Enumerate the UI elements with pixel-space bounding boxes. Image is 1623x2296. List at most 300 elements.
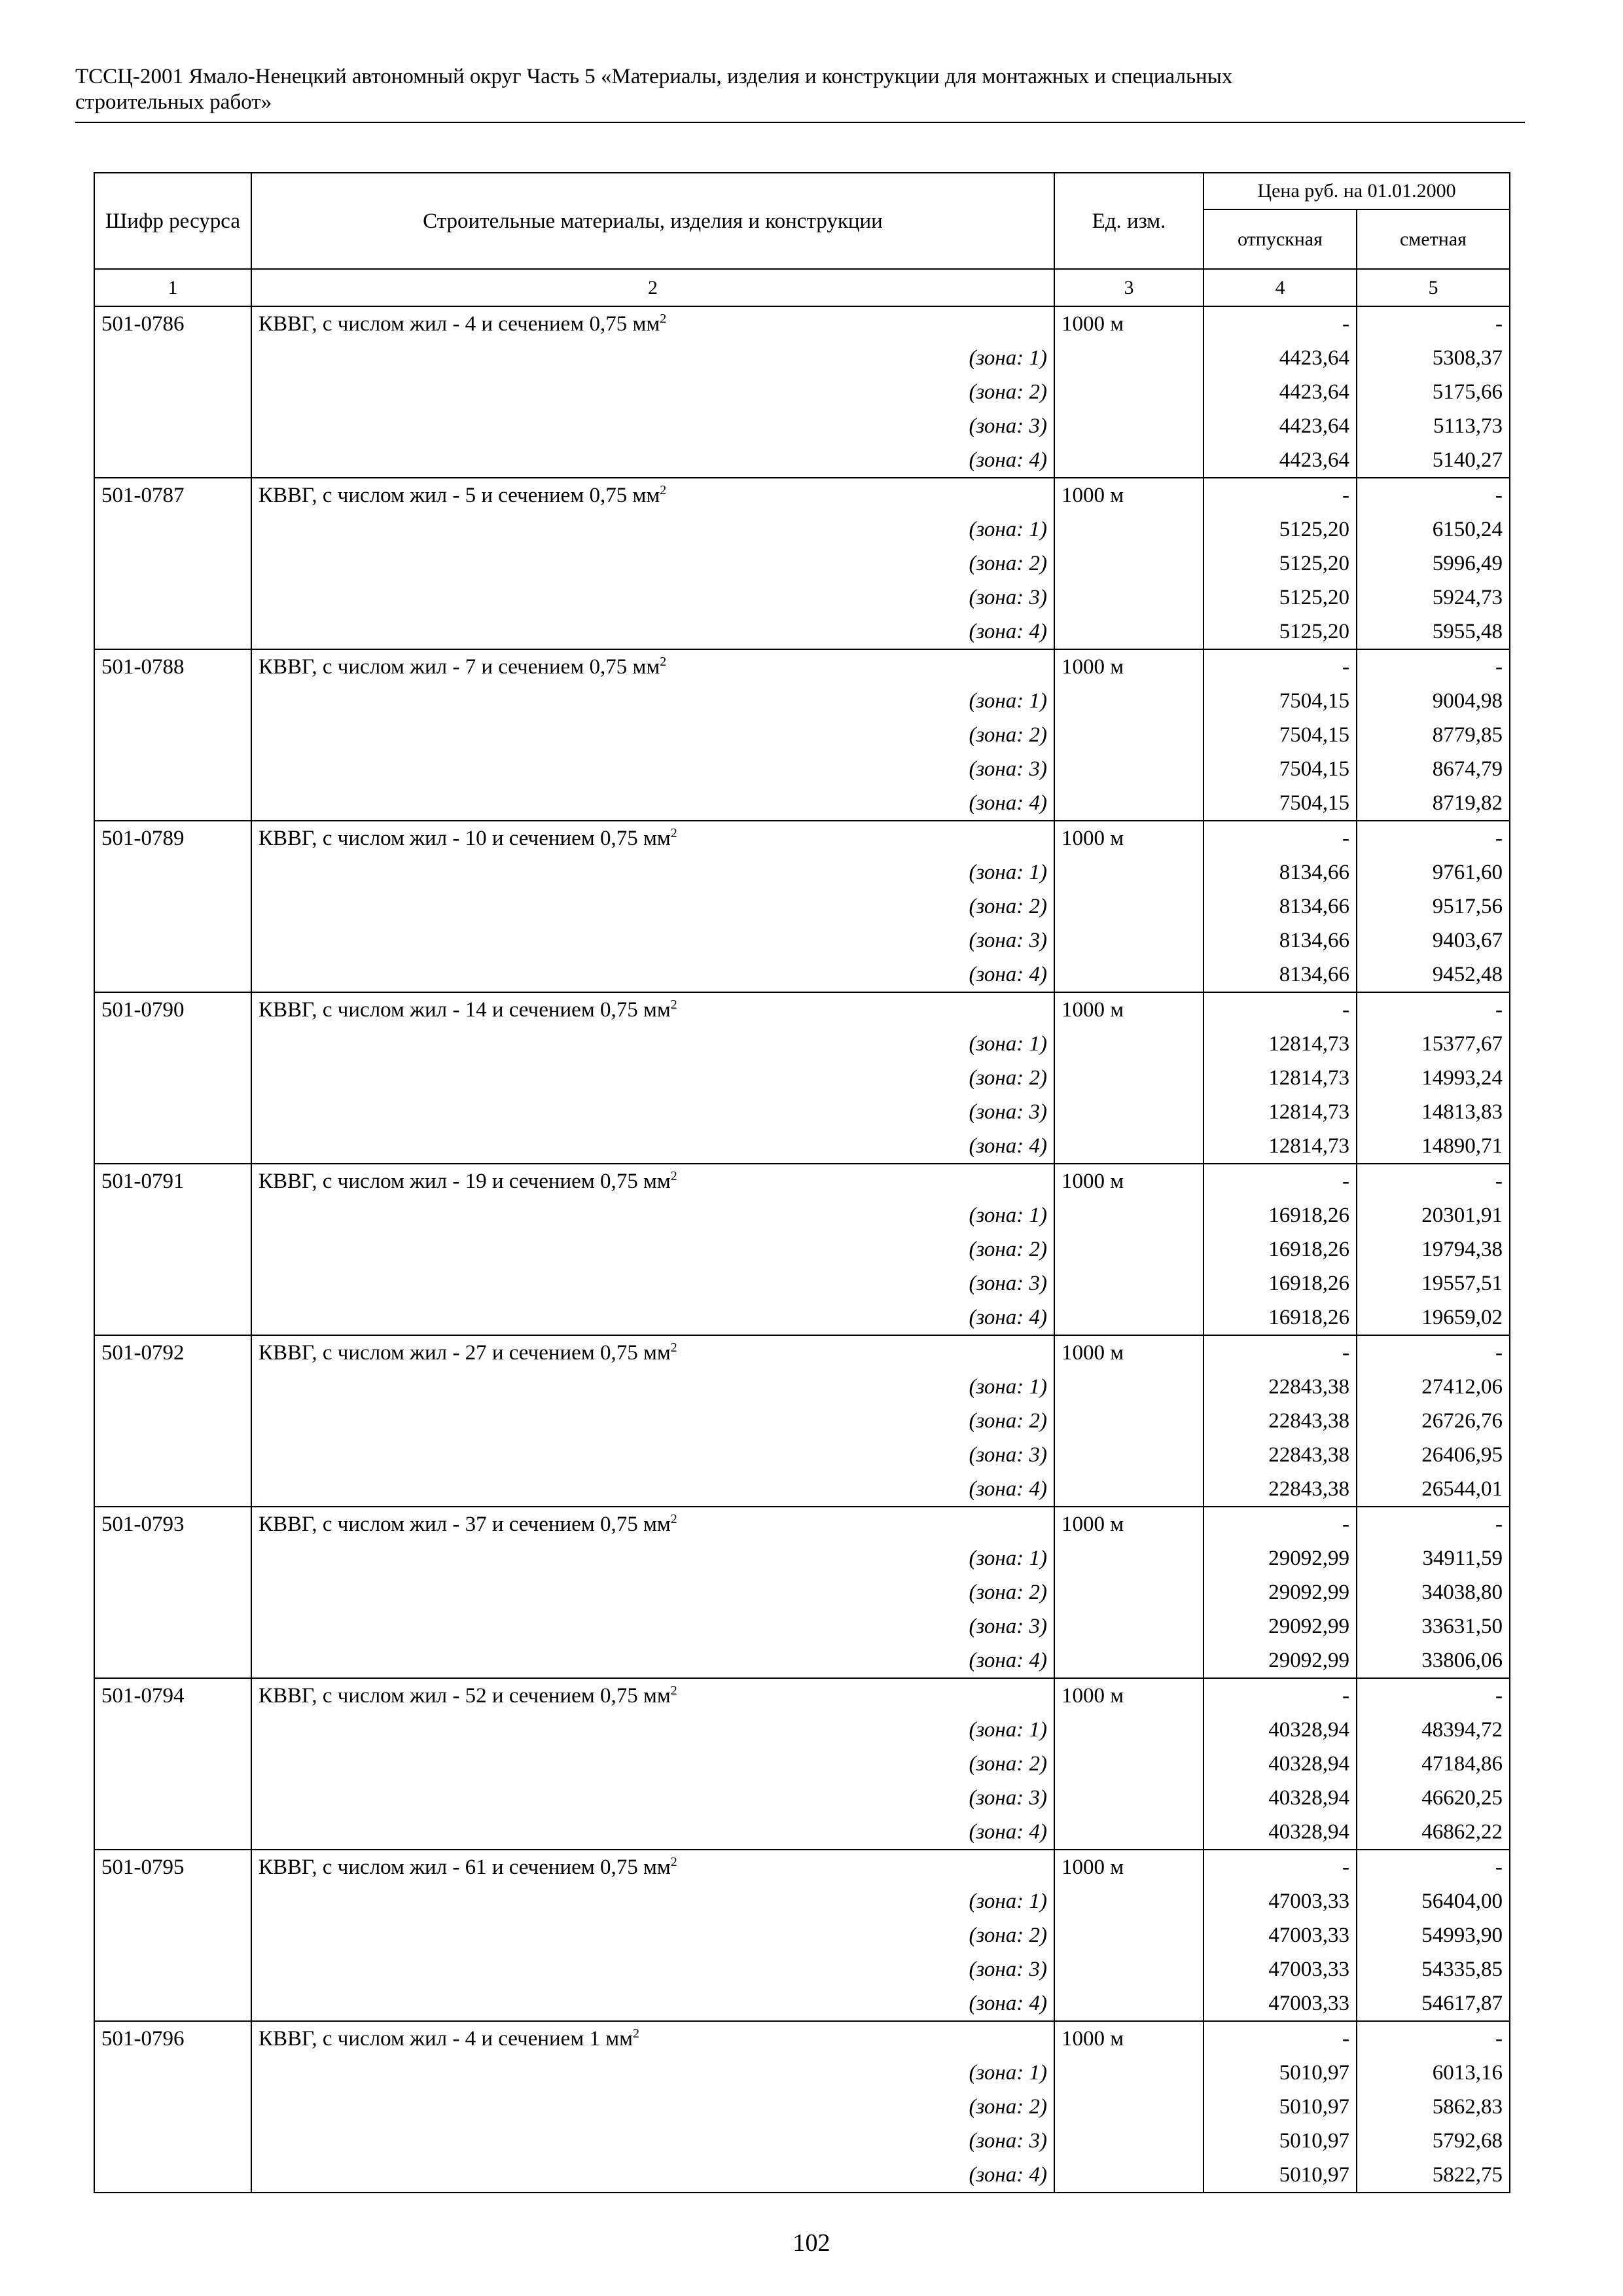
- zone-release-price: 40328,94: [1204, 1815, 1357, 1850]
- empty-cell: [1054, 375, 1204, 409]
- empty-cell: [94, 1232, 251, 1266]
- zone-estimate-price: 6150,24: [1357, 512, 1510, 547]
- zone-estimate-price: 6013,16: [1357, 2056, 1510, 2090]
- zone-estimate-price: 34911,59: [1357, 1541, 1510, 1575]
- zone-estimate-price: 48394,72: [1357, 1713, 1510, 1747]
- zone-release-price: 22843,38: [1204, 1472, 1357, 1507]
- zone-release-price: 5010,97: [1204, 2090, 1357, 2124]
- empty-cell: [1054, 1232, 1204, 1266]
- empty-cell: [94, 1643, 251, 1678]
- zone-estimate-price: 9452,48: [1357, 958, 1510, 992]
- page-number: 102: [793, 2229, 830, 2257]
- zone-estimate-price: 56404,00: [1357, 1884, 1510, 1918]
- empty-cell: [94, 2056, 251, 2090]
- zone-estimate-price: 9004,98: [1357, 684, 1510, 718]
- zone-row: [94, 1129, 1510, 1164]
- empty-cell: [1054, 1027, 1204, 1061]
- zone-release-price: 29092,99: [1204, 1575, 1357, 1609]
- empty-cell: [1054, 718, 1204, 752]
- table-row: [94, 306, 1510, 341]
- unit-superscript: 2: [670, 997, 677, 1012]
- column-number: 3: [1054, 269, 1204, 306]
- zone-estimate-price: 19557,51: [1357, 1266, 1510, 1300]
- zone-release-price: 29092,99: [1204, 1609, 1357, 1643]
- zone-label: (зона: 4): [251, 443, 1054, 478]
- table-row: [94, 1335, 1510, 1370]
- empty-cell: [1054, 786, 1204, 821]
- zone-label: (зона: 2): [251, 1061, 1054, 1095]
- zone-estimate-price: 9761,60: [1357, 855, 1510, 889]
- zone-row: [94, 1541, 1510, 1575]
- empty-cell: [1054, 855, 1204, 889]
- resource-name: [251, 821, 1054, 855]
- unit-superscript: 2: [660, 483, 667, 497]
- zone-estimate-price: 15377,67: [1357, 1027, 1510, 1061]
- resource-name: [251, 478, 1054, 512]
- zone-row: [94, 1095, 1510, 1129]
- header-title-line1: ТССЦ-2001 Ямало-Ненецкий автономный округ Часть 5 «Материалы, изделия и конструкции для монтажных и специальных: [75, 65, 1233, 88]
- empty-cell: [1054, 958, 1204, 992]
- zone-estimate-price: 33806,06: [1357, 1643, 1510, 1678]
- empty-cell: [1054, 1952, 1204, 1986]
- resource-name: [251, 306, 1054, 341]
- zone-row: [94, 1061, 1510, 1095]
- empty-cell: [1054, 1438, 1204, 1472]
- resource-name-text: КВВГ, с числом жил - 5 и сечением 0,75 мм: [259, 484, 660, 507]
- zone-estimate-price: 26726,76: [1357, 1404, 1510, 1438]
- zone-release-price: 29092,99: [1204, 1541, 1357, 1575]
- empty-cell: [1054, 1643, 1204, 1678]
- estimate-price: -: [1357, 992, 1510, 1027]
- zone-row: [94, 1027, 1510, 1061]
- unit-superscript: 2: [670, 1683, 677, 1698]
- empty-cell: [1054, 1266, 1204, 1300]
- empty-cell: [1054, 1370, 1204, 1404]
- empty-cell: [1054, 924, 1204, 958]
- empty-cell: [1054, 1713, 1204, 1747]
- empty-cell: [94, 547, 251, 581]
- empty-cell: [1054, 443, 1204, 478]
- unit-of-measure: 1000 м: [1054, 1678, 1204, 1713]
- zone-estimate-price: 14993,24: [1357, 1061, 1510, 1095]
- estimate-price: -: [1357, 306, 1510, 341]
- unit-of-measure: 1000 м: [1054, 1850, 1204, 1884]
- zone-row: [94, 1986, 1510, 2021]
- release-price: -: [1204, 478, 1357, 512]
- resource-name: [251, 1335, 1054, 1370]
- empty-cell: [94, 1713, 251, 1747]
- empty-cell: [94, 855, 251, 889]
- resource-item: [94, 1164, 1510, 1335]
- zone-row: [94, 581, 1510, 615]
- resource-name: [251, 1507, 1054, 1541]
- zone-row: [94, 1781, 1510, 1815]
- zone-label: (зона: 4): [251, 1815, 1054, 1850]
- empty-cell: [1054, 615, 1204, 649]
- empty-cell: [1054, 1404, 1204, 1438]
- resource-name: [251, 649, 1054, 684]
- empty-cell: [1054, 1575, 1204, 1609]
- unit-superscript: 2: [670, 1512, 677, 1526]
- zone-row: [94, 2056, 1510, 2090]
- zone-row: [94, 1370, 1510, 1404]
- estimate-price: -: [1357, 1850, 1510, 1884]
- zone-label: (зона: 4): [251, 958, 1054, 992]
- zone-estimate-price: 5862,83: [1357, 2090, 1510, 2124]
- table-row: [94, 992, 1510, 1027]
- column-number: 1: [94, 269, 251, 306]
- zone-label: (зона: 3): [251, 1095, 1054, 1129]
- zone-row: [94, 615, 1510, 649]
- estimate-price: -: [1357, 1164, 1510, 1198]
- zone-label: (зона: 1): [251, 1541, 1054, 1575]
- zone-estimate-price: 46862,22: [1357, 1815, 1510, 1850]
- empty-cell: [94, 1027, 251, 1061]
- zone-label: (зона: 2): [251, 1404, 1054, 1438]
- zone-release-price: 7504,15: [1204, 752, 1357, 786]
- zone-release-price: 4423,64: [1204, 409, 1357, 443]
- zone-estimate-price: 19794,38: [1357, 1232, 1510, 1266]
- zone-label: (зона: 2): [251, 1747, 1054, 1781]
- empty-cell: [1054, 752, 1204, 786]
- table-header: [94, 173, 1510, 306]
- zone-estimate-price: 27412,06: [1357, 1370, 1510, 1404]
- zone-row: [94, 1815, 1510, 1850]
- unit-superscript: 2: [670, 826, 677, 840]
- empty-cell: [94, 341, 251, 375]
- empty-cell: [1054, 1300, 1204, 1335]
- resource-name: [251, 1678, 1054, 1713]
- zone-row: [94, 1713, 1510, 1747]
- zone-estimate-price: 47184,86: [1357, 1747, 1510, 1781]
- column-number: 4: [1204, 269, 1357, 306]
- resource-item: [94, 821, 1510, 992]
- unit-of-measure: 1000 м: [1054, 478, 1204, 512]
- empty-cell: [94, 2090, 251, 2124]
- table-row: [94, 478, 1510, 512]
- zone-estimate-price: 5140,27: [1357, 443, 1510, 478]
- zone-release-price: 5125,20: [1204, 581, 1357, 615]
- empty-cell: [1054, 581, 1204, 615]
- zone-label: (зона: 3): [251, 1438, 1054, 1472]
- release-price: -: [1204, 1850, 1357, 1884]
- zone-estimate-price: 46620,25: [1357, 1781, 1510, 1815]
- table-row: [94, 1164, 1510, 1198]
- empty-cell: [1054, 1198, 1204, 1232]
- zone-row: [94, 855, 1510, 889]
- empty-cell: [1054, 1986, 1204, 2021]
- unit-superscript: 2: [660, 655, 667, 669]
- zone-label: (зона: 3): [251, 1952, 1054, 1986]
- zone-row: [94, 1300, 1510, 1335]
- zone-label: (зона: 1): [251, 2056, 1054, 2090]
- resource-item: [94, 1678, 1510, 1850]
- resource-item: [94, 1850, 1510, 2021]
- unit-superscript: 2: [670, 1169, 677, 1183]
- resource-code: 501-0789: [94, 821, 251, 855]
- zone-row: [94, 684, 1510, 718]
- empty-cell: [94, 924, 251, 958]
- empty-cell: [94, 615, 251, 649]
- zone-release-price: 4423,64: [1204, 341, 1357, 375]
- resource-code: 501-0790: [94, 992, 251, 1027]
- empty-cell: [94, 1129, 251, 1164]
- zone-release-price: 16918,26: [1204, 1232, 1357, 1266]
- zone-row: [94, 1643, 1510, 1678]
- zone-estimate-price: 54993,90: [1357, 1918, 1510, 1952]
- zone-release-price: 22843,38: [1204, 1438, 1357, 1472]
- zone-label: (зона: 3): [251, 409, 1054, 443]
- zone-estimate-price: 5308,37: [1357, 341, 1510, 375]
- zone-row: [94, 889, 1510, 924]
- zone-row: [94, 1404, 1510, 1438]
- empty-cell: [1054, 1129, 1204, 1164]
- zone-label: (зона: 1): [251, 512, 1054, 547]
- zone-row: [94, 752, 1510, 786]
- zone-release-price: 47003,33: [1204, 1986, 1357, 2021]
- estimate-price: -: [1357, 1678, 1510, 1713]
- empty-cell: [94, 752, 251, 786]
- empty-cell: [1054, 1815, 1204, 1850]
- zone-label: (зона: 4): [251, 1472, 1054, 1507]
- empty-cell: [1054, 409, 1204, 443]
- resource-code: 501-0788: [94, 649, 251, 684]
- zone-label: (зона: 4): [251, 615, 1054, 649]
- empty-cell: [1054, 512, 1204, 547]
- zone-label: (зона: 3): [251, 924, 1054, 958]
- column-number-row: [94, 269, 1510, 306]
- table-row: [94, 821, 1510, 855]
- empty-cell: [1054, 2090, 1204, 2124]
- zone-release-price: 12814,73: [1204, 1027, 1357, 1061]
- zone-row: [94, 1747, 1510, 1781]
- zone-label: (зона: 4): [251, 1986, 1054, 2021]
- zone-label: (зона: 1): [251, 1884, 1054, 1918]
- zone-release-price: 47003,33: [1204, 1918, 1357, 1952]
- zone-label: (зона: 3): [251, 752, 1054, 786]
- resource-name: [251, 1164, 1054, 1198]
- zone-label: (зона: 1): [251, 684, 1054, 718]
- resource-name-text: КВВГ, с числом жил - 4 и сечением 0,75 мм: [259, 312, 660, 336]
- resource-code: 501-0793: [94, 1507, 251, 1541]
- price-table: [94, 172, 1510, 2193]
- zone-row: [94, 1609, 1510, 1643]
- table-row: [94, 1850, 1510, 1884]
- zone-estimate-price: 20301,91: [1357, 1198, 1510, 1232]
- resource-name: [251, 2021, 1054, 2056]
- zone-row: [94, 1575, 1510, 1609]
- zone-release-price: 12814,73: [1204, 1095, 1357, 1129]
- empty-cell: [94, 443, 251, 478]
- resource-item: [94, 649, 1510, 821]
- estimate-price: -: [1357, 649, 1510, 684]
- resource-name-text: КВВГ, с числом жил - 37 и сечением 0,75 мм: [259, 1513, 671, 1536]
- empty-cell: [1054, 1061, 1204, 1095]
- zone-row: [94, 1266, 1510, 1300]
- zone-release-price: 47003,33: [1204, 1952, 1357, 1986]
- zone-label: (зона: 1): [251, 1370, 1054, 1404]
- zone-label: (зона: 3): [251, 1609, 1054, 1643]
- page-header: [75, 64, 1525, 115]
- zone-release-price: 5010,97: [1204, 2158, 1357, 2193]
- unit-superscript: 2: [660, 312, 667, 326]
- zone-row: [94, 443, 1510, 478]
- zone-label: (зона: 1): [251, 1027, 1054, 1061]
- zone-label: (зона: 4): [251, 1300, 1054, 1335]
- zone-row: [94, 512, 1510, 547]
- empty-cell: [94, 409, 251, 443]
- zone-row: [94, 2124, 1510, 2158]
- empty-cell: [94, 889, 251, 924]
- unit-superscript: 2: [670, 1340, 677, 1355]
- empty-cell: [1054, 1472, 1204, 1507]
- zone-release-price: 4423,64: [1204, 443, 1357, 478]
- col-header-unit: Ед. изм.: [1054, 173, 1204, 269]
- zone-row: [94, 2158, 1510, 2193]
- zone-label: (зона: 4): [251, 786, 1054, 821]
- unit-superscript: 2: [670, 1855, 677, 1869]
- column-number: 5: [1357, 269, 1510, 306]
- resource-item: [94, 992, 1510, 1164]
- empty-cell: [94, 684, 251, 718]
- empty-cell: [94, 1472, 251, 1507]
- zone-estimate-price: 5792,68: [1357, 2124, 1510, 2158]
- column-number: 2: [251, 269, 1054, 306]
- resource-code: 501-0796: [94, 2021, 251, 2056]
- zone-estimate-price: 14890,71: [1357, 1129, 1510, 1164]
- empty-cell: [94, 1370, 251, 1404]
- zone-label: (зона: 2): [251, 547, 1054, 581]
- zone-estimate-price: 5924,73: [1357, 581, 1510, 615]
- zone-estimate-price: 8719,82: [1357, 786, 1510, 821]
- header-title-line2: строительных работ»: [75, 90, 272, 114]
- empty-cell: [94, 958, 251, 992]
- zone-label: (зона: 2): [251, 718, 1054, 752]
- unit-of-measure: 1000 м: [1054, 992, 1204, 1027]
- zone-label: (зона: 4): [251, 2158, 1054, 2193]
- zone-release-price: 12814,73: [1204, 1129, 1357, 1164]
- unit-of-measure: 1000 м: [1054, 821, 1204, 855]
- zone-row: [94, 409, 1510, 443]
- release-price: -: [1204, 306, 1357, 341]
- table-row: [94, 1678, 1510, 1713]
- empty-cell: [94, 581, 251, 615]
- empty-cell: [1054, 1747, 1204, 1781]
- zone-release-price: 40328,94: [1204, 1713, 1357, 1747]
- unit-superscript: 2: [632, 2026, 639, 2041]
- zone-release-price: 5010,97: [1204, 2124, 1357, 2158]
- resource-code: 501-0795: [94, 1850, 251, 1884]
- zone-estimate-price: 5955,48: [1357, 615, 1510, 649]
- empty-cell: [1054, 547, 1204, 581]
- zone-estimate-price: 8779,85: [1357, 718, 1510, 752]
- zone-row: [94, 718, 1510, 752]
- zone-estimate-price: 9403,67: [1357, 924, 1510, 958]
- empty-cell: [1054, 1095, 1204, 1129]
- zone-estimate-price: 14813,83: [1357, 1095, 1510, 1129]
- zone-label: (зона: 1): [251, 341, 1054, 375]
- zone-row: [94, 958, 1510, 992]
- zone-row: [94, 375, 1510, 409]
- empty-cell: [1054, 2158, 1204, 2193]
- empty-cell: [1054, 1781, 1204, 1815]
- zone-label: (зона: 2): [251, 1232, 1054, 1266]
- resource-item: [94, 306, 1510, 478]
- empty-cell: [94, 512, 251, 547]
- zone-label: (зона: 3): [251, 2124, 1054, 2158]
- estimate-price: -: [1357, 1507, 1510, 1541]
- zone-release-price: 16918,26: [1204, 1266, 1357, 1300]
- empty-cell: [94, 1404, 251, 1438]
- zone-row: [94, 1884, 1510, 1918]
- release-price: -: [1204, 649, 1357, 684]
- empty-cell: [94, 1266, 251, 1300]
- zone-label: (зона: 2): [251, 1918, 1054, 1952]
- zone-release-price: 4423,64: [1204, 375, 1357, 409]
- zone-release-price: 22843,38: [1204, 1370, 1357, 1404]
- empty-cell: [1054, 1609, 1204, 1643]
- empty-cell: [1054, 341, 1204, 375]
- zone-row: [94, 1952, 1510, 1986]
- empty-cell: [1054, 1884, 1204, 1918]
- estimate-price: -: [1357, 1335, 1510, 1370]
- zone-release-price: 40328,94: [1204, 1781, 1357, 1815]
- unit-of-measure: 1000 м: [1054, 1164, 1204, 1198]
- zone-estimate-price: 5175,66: [1357, 375, 1510, 409]
- empty-cell: [94, 1781, 251, 1815]
- resource-name-text: КВВГ, с числом жил - 61 и сечением 0,75 мм: [259, 1856, 671, 1879]
- zone-estimate-price: 5113,73: [1357, 409, 1510, 443]
- empty-cell: [94, 2124, 251, 2158]
- empty-cell: [1054, 1541, 1204, 1575]
- empty-cell: [94, 1918, 251, 1952]
- table-row: [94, 2021, 1510, 2056]
- col-header-release-price: отпускная: [1204, 209, 1357, 269]
- zone-row: [94, 924, 1510, 958]
- resource-code: 501-0787: [94, 478, 251, 512]
- resource-name-text: КВВГ, с числом жил - 4 и сечением 1 мм: [259, 2027, 633, 2051]
- empty-cell: [1054, 684, 1204, 718]
- estimate-price: -: [1357, 2021, 1510, 2056]
- col-header-name: Строительные материалы, изделия и конструкции: [251, 173, 1054, 269]
- empty-cell: [1054, 2124, 1204, 2158]
- empty-cell: [94, 1815, 251, 1850]
- resource-code: 501-0794: [94, 1678, 251, 1713]
- estimate-price: -: [1357, 478, 1510, 512]
- zone-estimate-price: 26406,95: [1357, 1438, 1510, 1472]
- empty-cell: [94, 1609, 251, 1643]
- empty-cell: [94, 2158, 251, 2193]
- resource-name-text: КВВГ, с числом жил - 10 и сечением 0,75 мм: [259, 827, 671, 850]
- zone-row: [94, 1472, 1510, 1507]
- zone-release-price: 7504,15: [1204, 786, 1357, 821]
- release-price: -: [1204, 1335, 1357, 1370]
- zone-estimate-price: 9517,56: [1357, 889, 1510, 924]
- zone-label: (зона: 2): [251, 1575, 1054, 1609]
- empty-cell: [94, 1541, 251, 1575]
- estimate-price: -: [1357, 821, 1510, 855]
- empty-cell: [1054, 2056, 1204, 2090]
- empty-cell: [94, 1575, 251, 1609]
- resource-name-text: КВВГ, с числом жил - 52 и сечением 0,75 мм: [259, 1684, 671, 1708]
- zone-release-price: 40328,94: [1204, 1747, 1357, 1781]
- zone-label: (зона: 4): [251, 1643, 1054, 1678]
- zone-label: (зона: 3): [251, 581, 1054, 615]
- release-price: -: [1204, 821, 1357, 855]
- zone-release-price: 16918,26: [1204, 1198, 1357, 1232]
- resource-code: 501-0786: [94, 306, 251, 341]
- unit-of-measure: 1000 м: [1054, 2021, 1204, 2056]
